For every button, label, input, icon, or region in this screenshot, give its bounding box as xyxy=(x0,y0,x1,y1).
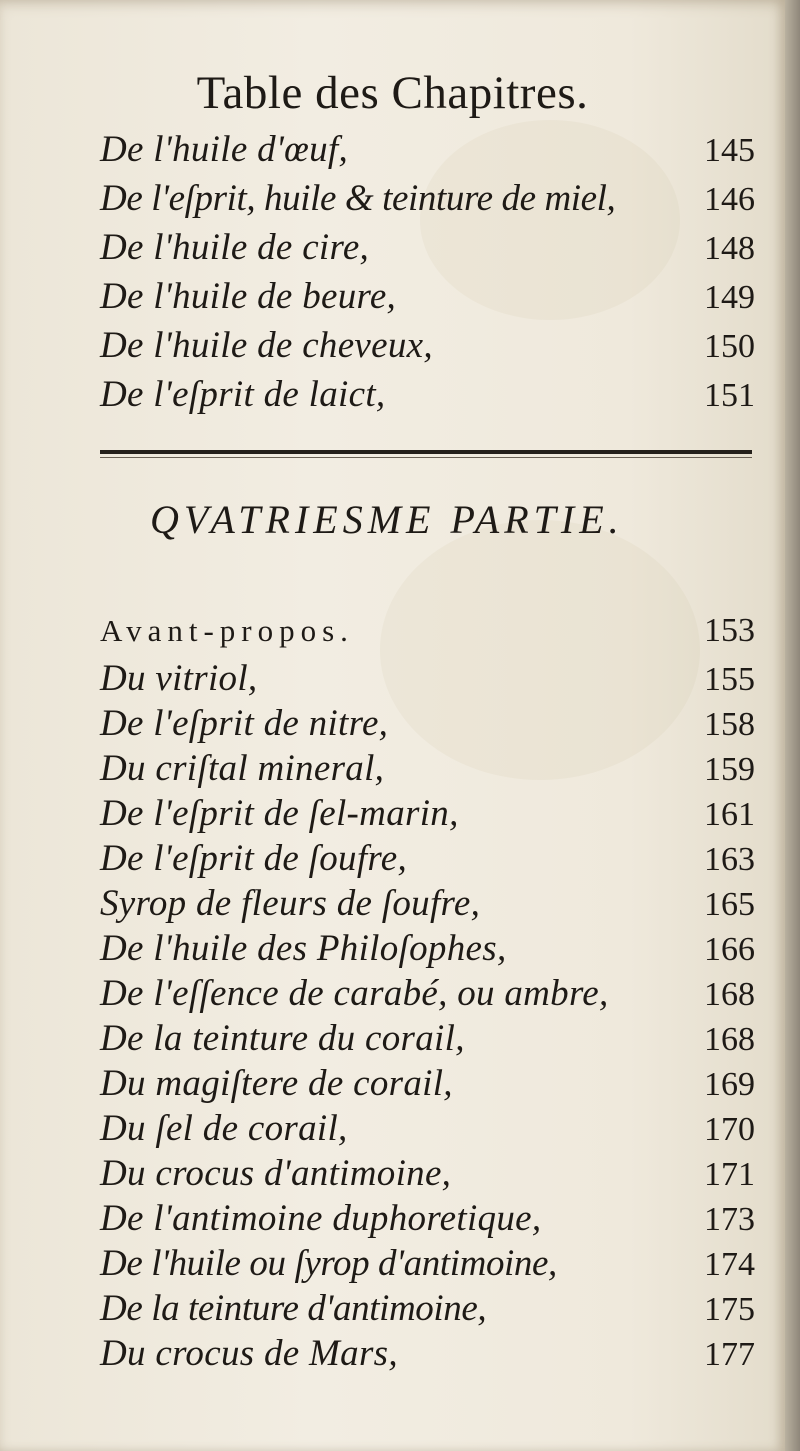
entry-page: 149 xyxy=(704,279,755,316)
entry-title: De la teinture du corail, xyxy=(100,1018,465,1059)
entry-page: 173 xyxy=(704,1201,755,1238)
toc-entry xyxy=(100,612,755,660)
book-edge xyxy=(785,0,800,1451)
entry-page: 170 xyxy=(704,1111,755,1148)
entry-page: 150 xyxy=(704,328,755,365)
entry-page: 171 xyxy=(704,1156,755,1193)
entry-title: De l'huile de beure, xyxy=(100,276,397,317)
entry-page: 166 xyxy=(704,931,755,968)
entry-page: 145 xyxy=(704,132,755,169)
entry-title: De l'huile de cheveux, xyxy=(100,325,433,366)
toc-entry xyxy=(100,1017,755,1065)
entry-page: 165 xyxy=(704,886,755,923)
toc-entry xyxy=(100,226,755,274)
section-divider-thin xyxy=(100,457,752,458)
entry-title: Du vitriol, xyxy=(100,658,258,699)
entry-title: Du crocus d'antimoine, xyxy=(100,1153,452,1194)
entry-title: Du crocus de Mars, xyxy=(100,1333,398,1374)
entry-page: 146 xyxy=(704,181,755,218)
entry-title: De l'huile d'œuf, xyxy=(100,129,349,170)
entry-page: 151 xyxy=(704,377,755,414)
toc-entry xyxy=(100,1242,755,1290)
entry-title: Du magiſtere de corail, xyxy=(100,1063,453,1104)
toc-entry xyxy=(100,747,755,795)
toc-entry xyxy=(100,927,755,975)
entry-title: De la teinture d'antimoine, xyxy=(100,1288,487,1329)
entry-title: De l'antimoine duphoretique, xyxy=(100,1198,542,1239)
entry-page: 161 xyxy=(704,796,755,833)
entry-page: 159 xyxy=(704,751,755,788)
entry-title: Avant-propos. xyxy=(100,613,354,648)
entry-title: De l'eſprit, huile & teinture de miel, xyxy=(100,178,616,219)
toc-entry xyxy=(100,128,755,176)
entry-page: 153 xyxy=(704,612,755,649)
entry-title: De l'eſprit de laict, xyxy=(100,374,386,415)
toc-entry xyxy=(100,1062,755,1110)
entry-page: 174 xyxy=(704,1246,755,1283)
entry-page: 168 xyxy=(704,1021,755,1058)
entry-page: 158 xyxy=(704,706,755,743)
entry-title: De l'huile des Philoſophes, xyxy=(100,928,507,969)
entry-title: De l'eſſence de carabé, ou ambre, xyxy=(100,973,609,1014)
page-header: Table des Chapitres. xyxy=(196,67,589,119)
entry-page: 155 xyxy=(704,661,755,698)
toc-entry xyxy=(100,1287,755,1335)
entry-page: 175 xyxy=(704,1291,755,1328)
entry-page: 177 xyxy=(704,1336,755,1373)
entry-title: Syrop de fleurs de ſoufre, xyxy=(100,883,481,924)
entry-page: 169 xyxy=(704,1066,755,1103)
toc-entry xyxy=(100,177,755,225)
toc-entry xyxy=(100,792,755,840)
toc-entry xyxy=(100,882,755,930)
toc-entry xyxy=(100,1197,755,1245)
toc-entry xyxy=(100,972,755,1020)
part-heading: QVATRIESME PARTIE. xyxy=(150,497,624,542)
entry-title: Du criſtal mineral, xyxy=(100,748,385,789)
entry-title: De l'huile de cire, xyxy=(100,227,370,268)
toc-entry xyxy=(100,324,755,372)
toc-entry xyxy=(100,1152,755,1200)
entry-title: Du ſel de corail, xyxy=(100,1108,348,1149)
entry-title: De l'eſprit de nitre, xyxy=(100,703,389,744)
entry-page: 168 xyxy=(704,976,755,1013)
toc-entry xyxy=(100,275,755,323)
entry-page: 148 xyxy=(704,230,755,267)
toc-entry xyxy=(100,1332,755,1380)
entry-page: 163 xyxy=(704,841,755,878)
entry-title: De l'eſprit de ſel-marin, xyxy=(100,793,459,834)
toc-entry xyxy=(100,1107,755,1155)
entry-title: De l'eſprit de ſoufre, xyxy=(100,838,408,879)
toc-entry xyxy=(100,702,755,750)
entry-title: De l'huile ou ſyrop d'antimoine, xyxy=(100,1243,557,1284)
toc-entry xyxy=(100,373,755,421)
toc-entry xyxy=(100,657,755,705)
toc-entry xyxy=(100,837,755,885)
section-divider xyxy=(100,450,752,454)
